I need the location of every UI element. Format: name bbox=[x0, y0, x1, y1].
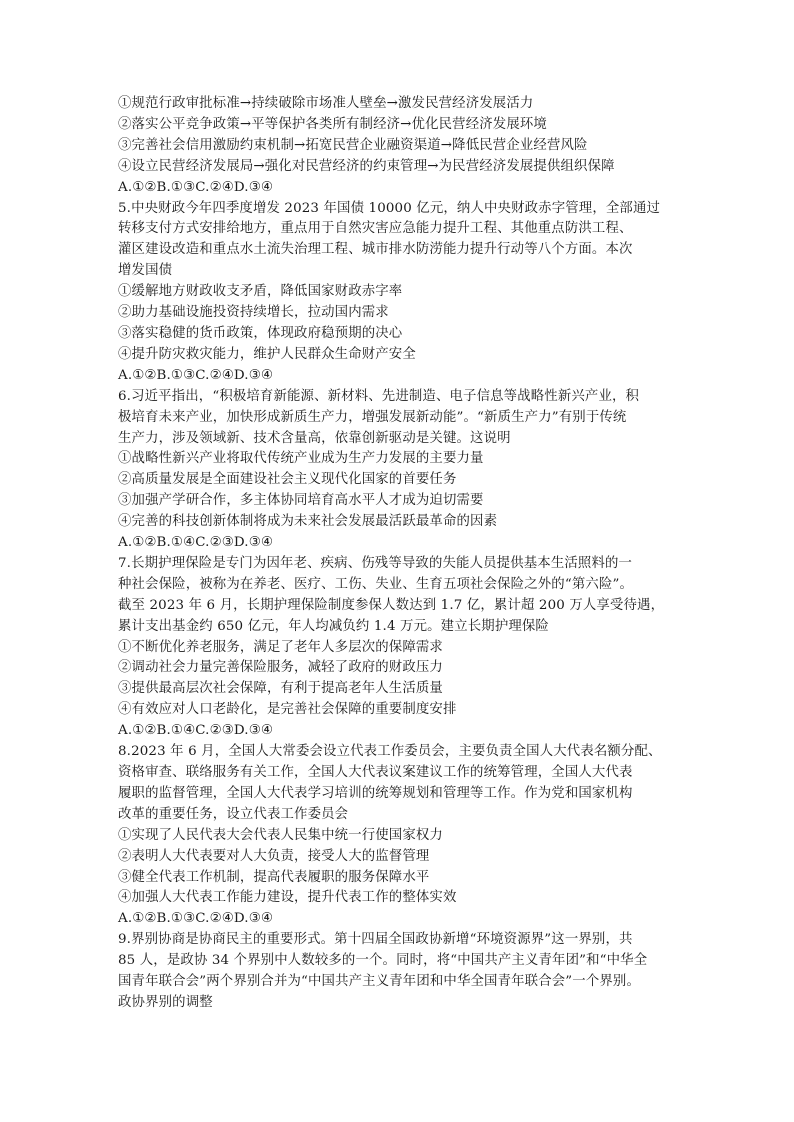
q5-stem-line-2: 转移支付方式安排给地方，重点用于自然灾害应急能力提升工程、其他重点防洪工程、 bbox=[118, 221, 633, 237]
q6-stem-line-2: 极培育未来产业，加快形成新质生产力，增强发展新动能”。“新质生产力”有别于传统 bbox=[118, 409, 627, 425]
question-6 bbox=[118, 387, 688, 554]
q8-option-2: ②表明人大代表要对人大负责，接受人大的监督管理 bbox=[118, 848, 430, 864]
q7-answer-choices: A.①②B.①④C.②③D.③④ bbox=[118, 723, 273, 739]
q4-option-1: ①规范行政审批标准→持续破除市场准人壁垒→激发民营经济发展活力 bbox=[118, 96, 534, 111]
q7-option-2: ②调动社会力量完善保险服务，减轻了政府的财政压力 bbox=[118, 660, 443, 676]
q5-answer-choices: A.①②B.①③C.②④D.③④ bbox=[118, 367, 273, 383]
q5-stem-line-3: 灌区建设改造和重点水土流失治理工程、城市排水防涝能力提升行动等八个方面。本次 bbox=[118, 242, 633, 258]
q6-option-1: ①战略性新兴产业将取代传统产业成为生产力发展的主要力量 bbox=[118, 451, 484, 467]
q6-option-4: ④完善的科技创新体制将成为未来社会发展最活跃最革命的因素 bbox=[118, 514, 498, 530]
q6-option-3: ③加强产学研合作，多主体协同培育高水平人才成为迫切需要 bbox=[118, 493, 484, 509]
q7-option-1: ①不断优化养老服务，满足了老年人多层次的保障需求 bbox=[118, 639, 443, 655]
q4-option-3: ③完善社会信用激励约束机制→拓宽民营企业融资渠道→降低民营企业经营风险 bbox=[118, 137, 588, 153]
q8-stem-line-1: 8.2023 年 6 月，全国人大常委会设立代表工作委员会，主要负责全国人大代表名额分配、 bbox=[118, 744, 662, 760]
q7-stem-line-3: 截至 2023 年 6 月，长期护理保险制度参保人数达到 1.7 亿，累计超 200 万人享受待遇， bbox=[118, 597, 665, 613]
question-7 bbox=[118, 554, 688, 742]
q8-option-1: ①实现了人民代表大会代表人民集中统一行使国家权力 bbox=[118, 827, 443, 843]
exam-document bbox=[118, 94, 688, 1014]
q8-answer-choices: A.①②B.①③C.②④D.③④ bbox=[118, 911, 273, 927]
question-4 bbox=[118, 94, 688, 199]
q6-answer-choices: A.①②B.①④C.②③D.③④ bbox=[118, 535, 273, 551]
q4-option-2: ②落实公平竞争政策→平等保护各类所有制经济→优化民营经济发展环境 bbox=[118, 116, 547, 132]
q8-stem-line-4: 改革的重要任务，设立代表工作委员会 bbox=[118, 806, 349, 822]
q5-option-4: ④提升防灾救灾能力，维护人民群众生命财产安全 bbox=[118, 346, 416, 362]
q5-option-2: ②助力基础设施投资持续增长，拉动国内需求 bbox=[118, 305, 389, 321]
q7-stem-line-2: 种社会保险，被称为在养老、医疗、工伤、失业、生育五项社会保险之外的“第六险”。 bbox=[118, 576, 633, 592]
q7-option-3: ③提供最高层次社会保障，有利于提高老年人生活质量 bbox=[118, 681, 443, 697]
q5-stem-line-1: 5.中央财政今年四季度增发 2023 年国债 10000 亿元，纳人中央财政赤字管理，全部通过 bbox=[118, 200, 661, 216]
q9-stem-line-2: 85 人，是政协 34 个界别中人数较多的一个。同时，将“中国共产主义青年团”和“中华全 bbox=[118, 953, 648, 969]
q6-option-2: ②高质量发展是全面建设社会主义现代化国家的首要任务 bbox=[118, 472, 457, 488]
q6-stem-line-3: 生产力，涉及领域新、技术含量高，依靠创新驱动是关键。这说明 bbox=[118, 430, 511, 446]
q8-option-3: ③健全代表工作机制，提高代表履职的服务保障水平 bbox=[118, 869, 430, 885]
question-5 bbox=[118, 199, 688, 387]
q8-stem-line-3: 履职的监督管理，全国人大代表学习培训的统筹规划和管理等工作。作为党和国家机构 bbox=[118, 785, 633, 801]
question-8 bbox=[118, 742, 688, 930]
q8-option-4: ④加强人大代表工作能力建设，提升代表工作的整体实效 bbox=[118, 890, 457, 906]
q9-stem-line-3: 国青年联合会”两个界别合并为“中国共产主义青年团和中华全国青年联合会”一个界别。 bbox=[118, 974, 640, 990]
q7-stem-line-1: 7.长期护理保险是专门为因年老、疾病、伤残等导致的失能人员提供基本生活照料的一 bbox=[118, 555, 633, 571]
q5-stem-line-4: 增发国债 bbox=[118, 263, 173, 279]
q9-stem-line-1: 9.界别协商是协商民主的重要形式。第十四届全国政协新增“环境资源界”这一界别，共 bbox=[118, 932, 633, 948]
question-9 bbox=[118, 930, 688, 1014]
q7-option-4: ④有效应对人口老龄化，是完善社会保障的重要制度安排 bbox=[118, 702, 457, 718]
q8-stem-line-2: 资格审查、联络服务有关工作，全国人大代表议案建议工作的统筹管理，全国人大代表 bbox=[118, 765, 633, 780]
q7-stem-line-4: 累计支出基金约 650 亿元，年人均减负约 1.4 万元。建立长期护理保险 bbox=[118, 618, 549, 634]
q5-option-1: ①缓解地方财政收支矛盾，降低国家财政赤字率 bbox=[118, 284, 403, 300]
q5-option-3: ③落实稳健的货币政策，体现政府稳预期的决心 bbox=[118, 325, 403, 341]
q6-stem-line-1: 6.习近平指出，“积极培育新能源、新材料、先进制造、电子信息等战略性新兴产业，积 bbox=[118, 388, 640, 404]
q4-answer-choices: A.①②B.①③C.②④D.③④ bbox=[118, 179, 273, 195]
q4-option-4: ④设立民营经济发展局→强化对民营经济的约束管理→为民营经济发展提供组织保障 bbox=[118, 158, 615, 174]
q9-stem-line-4: 政协界别的调整 bbox=[118, 994, 213, 1010]
